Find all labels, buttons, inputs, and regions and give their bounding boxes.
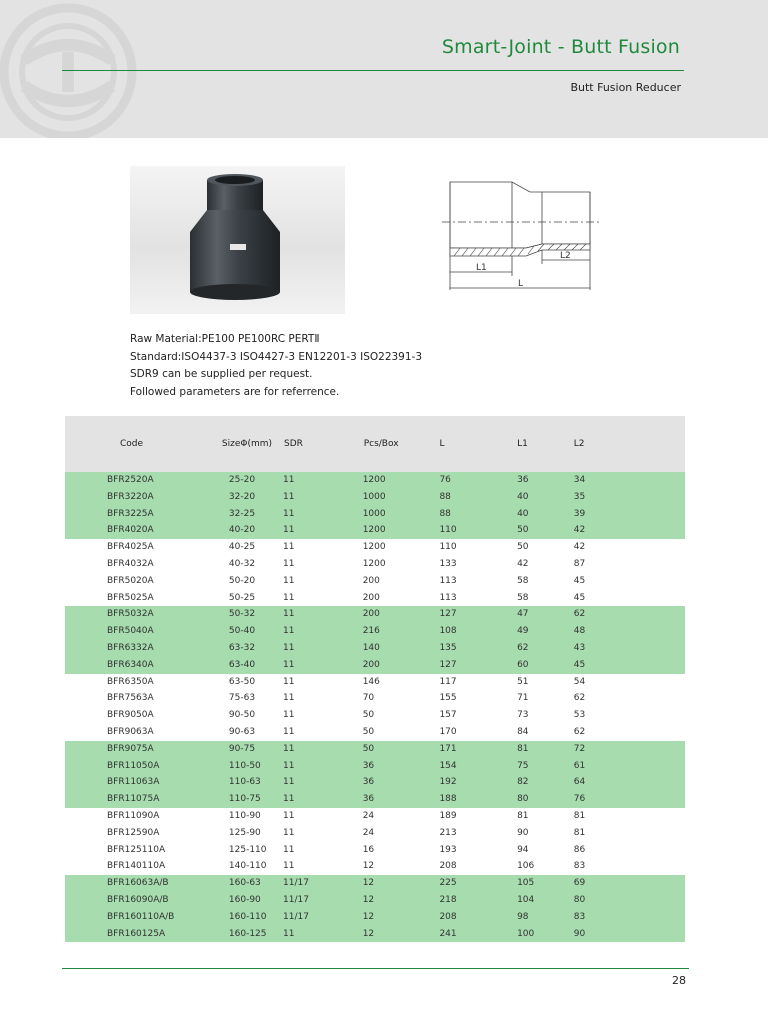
col-header-size: SizeΦ(mm) [188,416,272,472]
reducer-dimension-drawing [442,178,602,296]
cell-code: BFR5020A [107,575,154,586]
drawing-label-l2: L2 [560,251,571,261]
cell-size: 140-110 [228,861,267,872]
cell-l: 154 [426,758,504,775]
cell-l: 218 [426,892,504,909]
header-band [0,0,768,138]
cell-size: 160-110 [188,909,272,926]
cell-l1: 40 [504,506,574,523]
cell-pcs-box: 16 [362,844,375,855]
cell-code: BFR5032A [65,606,188,623]
cell-l: 188 [426,791,504,808]
table-row [65,909,685,926]
cell-pcs-box: 12 [350,875,427,892]
cell-pcs-box: 200 [362,575,380,586]
table-row [65,590,685,607]
cell-l: 208 [426,909,504,926]
table-row [65,573,685,590]
cell-sdr: 11 [272,623,350,640]
cell-l1: 58 [517,575,529,586]
cell-pcs-box: 24 [362,827,375,838]
cell-l: 213 [439,827,457,838]
cell-l1: 36 [504,472,574,489]
cell-l1: 51 [517,676,529,687]
cell-l2: 45 [573,575,586,586]
cell-l1: 40 [504,489,574,506]
cell-l2: 64 [574,774,685,791]
cell-sdr: 11 [272,506,350,523]
cell-sdr: 11 [283,575,295,586]
table-row [65,926,685,943]
cell-pcs-box: 216 [350,623,427,640]
footer-divider [62,968,689,969]
cell-l: 241 [426,926,504,943]
cell-l1: 82 [504,774,574,791]
cell-l1: 81 [517,810,529,821]
table-row [65,556,685,573]
table-row [65,640,685,657]
cell-sdr: 11 [272,657,350,674]
table-row [65,724,685,741]
cell-size: 90-63 [228,726,256,737]
cell-l2: 54 [573,676,586,687]
cell-l: 127 [426,657,504,674]
cell-l1: 98 [504,909,574,926]
col-header-l: L [426,416,504,472]
parameter-table [65,416,685,942]
cell-sdr: 11 [272,640,350,657]
cell-sdr: 11 [283,827,295,838]
cell-pcs-box: 36 [350,758,427,775]
table-row [65,674,685,691]
table-row [65,623,685,640]
cell-code: BFR11075A [65,791,188,808]
cell-l: 208 [439,861,457,872]
raw-material-text: Raw Material:PE100 PE100RC PERTⅡ [130,333,320,345]
cell-l2: 72 [574,741,685,758]
cell-size: 160-90 [188,892,272,909]
cell-l: 170 [439,726,457,737]
cell-l: 113 [439,575,457,586]
cell-l2: 43 [574,640,685,657]
cell-pcs-box: 50 [362,726,375,737]
cell-l: 88 [426,489,504,506]
cell-code: BFR9075A [65,741,188,758]
col-header-l1: L1 [504,416,574,472]
cell-l1: 80 [504,791,574,808]
cell-l: 88 [426,506,504,523]
cell-l2: 53 [573,710,586,721]
cell-code: BFR3225A [65,506,188,523]
table-row [65,690,685,707]
cell-sdr: 11 [283,542,295,553]
cell-sdr: 11/17 [272,909,350,926]
cell-pcs-box: 12 [362,861,375,872]
cell-l: 113 [439,592,457,603]
cell-size: 63-40 [188,657,272,674]
cell-code: BFR9050A [107,710,154,721]
cell-code: BFR4020A [65,522,188,539]
cell-l2: 86 [573,844,586,855]
cell-code: BFR4025A [107,542,154,553]
cell-l: 117 [439,676,457,687]
cell-sdr: 11 [283,558,295,569]
cell-l: 76 [426,472,504,489]
cell-size: 50-25 [228,592,256,603]
cell-l: 225 [426,875,504,892]
cell-size: 32-20 [188,489,272,506]
cell-l2: 87 [573,558,586,569]
drawing-label-l1: L1 [476,263,487,273]
cell-size: 40-32 [228,558,256,569]
cell-size: 90-75 [188,741,272,758]
cell-pcs-box: 1200 [362,542,386,553]
table-row [65,875,685,892]
cell-size: 110-90 [228,810,261,821]
table-row [65,791,685,808]
cell-l: 127 [426,606,504,623]
table-row [65,808,685,825]
cell-size: 110-50 [188,758,272,775]
cell-l2: 45 [573,592,586,603]
table-row [65,842,685,859]
cell-sdr: 11/17 [272,892,350,909]
cell-l1: 73 [517,710,529,721]
cell-l: 133 [439,558,457,569]
cell-l: 108 [426,623,504,640]
cell-size: 110-75 [188,791,272,808]
drawing-label-l: L [518,279,524,289]
cell-size: 63-50 [228,676,256,687]
cell-sdr: 11 [272,522,350,539]
table-row [65,606,685,623]
cell-l: 157 [439,710,457,721]
cell-l2: 42 [574,522,685,539]
cell-code: BFR4032A [107,558,154,569]
cell-l1: 94 [517,844,529,855]
cell-l2: 62 [574,606,685,623]
page-subtitle: Butt Fusion Reducer [570,81,681,94]
cell-l: 193 [439,844,457,855]
cell-l: 110 [426,522,504,539]
cell-size: 50-20 [228,575,256,586]
cell-pcs-box: 36 [350,774,427,791]
cell-l1: 100 [504,926,574,943]
cell-code: BFR6332A [65,640,188,657]
cell-l1: 106 [517,861,535,872]
cell-sdr: 11 [272,489,350,506]
cell-l1: 90 [517,827,529,838]
cell-code: BFR16063A/B [65,875,188,892]
cell-l2: 69 [574,875,685,892]
cell-code: BFR12590A [107,827,160,838]
cell-l: 110 [439,542,457,553]
cell-pcs-box: 1200 [350,522,427,539]
cell-l: 192 [426,774,504,791]
sdr-note-text: SDR9 can be supplied per request. [130,368,313,380]
cell-sdr: 11 [283,592,295,603]
cell-sdr: 11 [283,844,295,855]
cell-l2: 34 [574,472,685,489]
table-row [65,506,685,523]
cell-pcs-box: 200 [350,606,427,623]
cell-l1: 50 [504,522,574,539]
cell-l2: 45 [574,657,685,674]
cell-code: BFR2520A [65,472,188,489]
cell-l1: 105 [504,875,574,892]
cell-code: BFR11050A [65,758,188,775]
cell-sdr: 11 [283,810,295,821]
cell-l1: 47 [504,606,574,623]
cell-code: BFR6340A [65,657,188,674]
cell-sdr: 11/17 [272,875,350,892]
cell-sdr: 11 [272,606,350,623]
cell-pcs-box: 50 [362,710,375,721]
cell-l2: 35 [574,489,685,506]
cell-l2: 48 [574,623,685,640]
cell-pcs-box: 146 [362,676,380,687]
cell-code: BFR140110A [107,861,166,872]
cell-sdr: 11 [272,758,350,775]
cell-size: 40-20 [188,522,272,539]
cell-pcs-box: 200 [350,657,427,674]
table-row [65,707,685,724]
cell-code: BFR5025A [107,592,154,603]
cell-sdr: 11 [283,726,295,737]
company-logo-watermark [0,0,150,138]
table-row [65,522,685,539]
cell-size: 90-50 [228,710,256,721]
cell-pcs-box: 1000 [350,506,427,523]
cell-size: 32-25 [188,506,272,523]
cell-l2: 81 [573,810,586,821]
cell-code: BFR11063A [65,774,188,791]
cell-l1: 50 [517,542,529,553]
cell-pcs-box: 70 [362,693,375,704]
cell-code: BFR160110A/B [65,909,188,926]
cell-l2: 90 [574,926,685,943]
cell-pcs-box: 24 [362,810,375,821]
cell-code: BFR7563A [107,693,154,704]
cell-sdr: 11 [283,676,295,687]
cell-pcs-box: 12 [350,909,427,926]
cell-pcs-box: 12 [350,926,427,943]
col-header-code: Code [65,416,188,472]
cell-size: 40-25 [228,542,256,553]
cell-l2: 61 [574,758,685,775]
table-row [65,741,685,758]
table-row [65,539,685,556]
cell-size: 110-63 [188,774,272,791]
cell-size: 50-40 [188,623,272,640]
cell-l: 189 [439,810,457,821]
cell-l1: 84 [517,726,529,737]
cell-l2: 42 [573,542,586,553]
cell-pcs-box: 1200 [362,558,386,569]
cell-l2: 83 [574,909,685,926]
cell-l1: 75 [504,758,574,775]
cell-l1: 60 [504,657,574,674]
cell-l2: 81 [573,827,586,838]
cell-l2: 62 [573,693,586,704]
cell-l2: 39 [574,506,685,523]
cell-pcs-box: 50 [350,741,427,758]
table-row [65,472,685,489]
standard-text: Standard:ISO4437-3 ISO4427-3 EN12201-3 ISO22391-3 [130,350,423,363]
cell-code: BFR11090A [107,810,160,821]
cell-sdr: 11 [272,926,350,943]
cell-size: 125-90 [228,827,261,838]
cell-code: BFR125110A [107,844,166,855]
cell-sdr: 11 [283,693,295,704]
reducer-photo [130,166,345,314]
col-header-sdr: SDR [272,416,350,472]
table-row [65,657,685,674]
cell-pcs-box: 1200 [350,472,427,489]
cell-pcs-box: 1000 [350,489,427,506]
table-row [65,489,685,506]
col-header-l2: L2 [574,416,685,472]
cell-size: 25-20 [188,472,272,489]
reference-note-text: Followed parameters are for referrence. [130,385,340,398]
cell-l2: 83 [573,861,586,872]
table-row [65,758,685,775]
cell-l: 171 [426,741,504,758]
cell-sdr: 11 [272,774,350,791]
table-row [65,892,685,909]
cell-size: 63-32 [188,640,272,657]
cell-pcs-box: 36 [350,791,427,808]
table-row [65,858,685,875]
cell-l1: 49 [504,623,574,640]
page-title: Smart-Joint - Butt Fusion [441,36,680,58]
cell-l1: 58 [517,592,529,603]
cell-l1: 104 [504,892,574,909]
table-header-row [65,416,685,472]
cell-sdr: 11 [272,791,350,808]
table-row [65,825,685,842]
cell-l1: 81 [504,741,574,758]
spec-notes [130,331,422,401]
cell-code: BFR16090A/B [65,892,188,909]
title-divider [62,70,684,71]
cell-l2: 62 [573,726,586,737]
page-number: 28 [672,974,686,987]
col-header-pcs-box: Pcs/Box [350,416,427,472]
cell-sdr: 11 [283,861,295,872]
cell-sdr: 11 [272,741,350,758]
cell-pcs-box: 140 [350,640,427,657]
cell-l2: 76 [574,791,685,808]
cell-code: BFR160125A [65,926,188,943]
cell-l1: 42 [517,558,529,569]
cell-l: 155 [439,693,457,704]
table-body [65,472,685,942]
cell-l1: 62 [504,640,574,657]
cell-code: BFR9063A [107,726,154,737]
cell-size: 50-32 [188,606,272,623]
cell-size: 125-110 [228,844,267,855]
cell-l2: 80 [574,892,685,909]
cell-sdr: 11 [283,710,295,721]
cell-code: BFR5040A [65,623,188,640]
cell-code: BFR6350A [107,676,154,687]
cell-l1: 71 [517,693,529,704]
cell-pcs-box: 200 [362,592,380,603]
cell-size: 160-63 [188,875,272,892]
cell-size: 75-63 [228,693,256,704]
cell-pcs-box: 12 [350,892,427,909]
cell-code: BFR3220A [65,489,188,506]
table-row [65,774,685,791]
cell-sdr: 11 [272,472,350,489]
cell-l: 135 [426,640,504,657]
cell-size: 160-125 [188,926,272,943]
